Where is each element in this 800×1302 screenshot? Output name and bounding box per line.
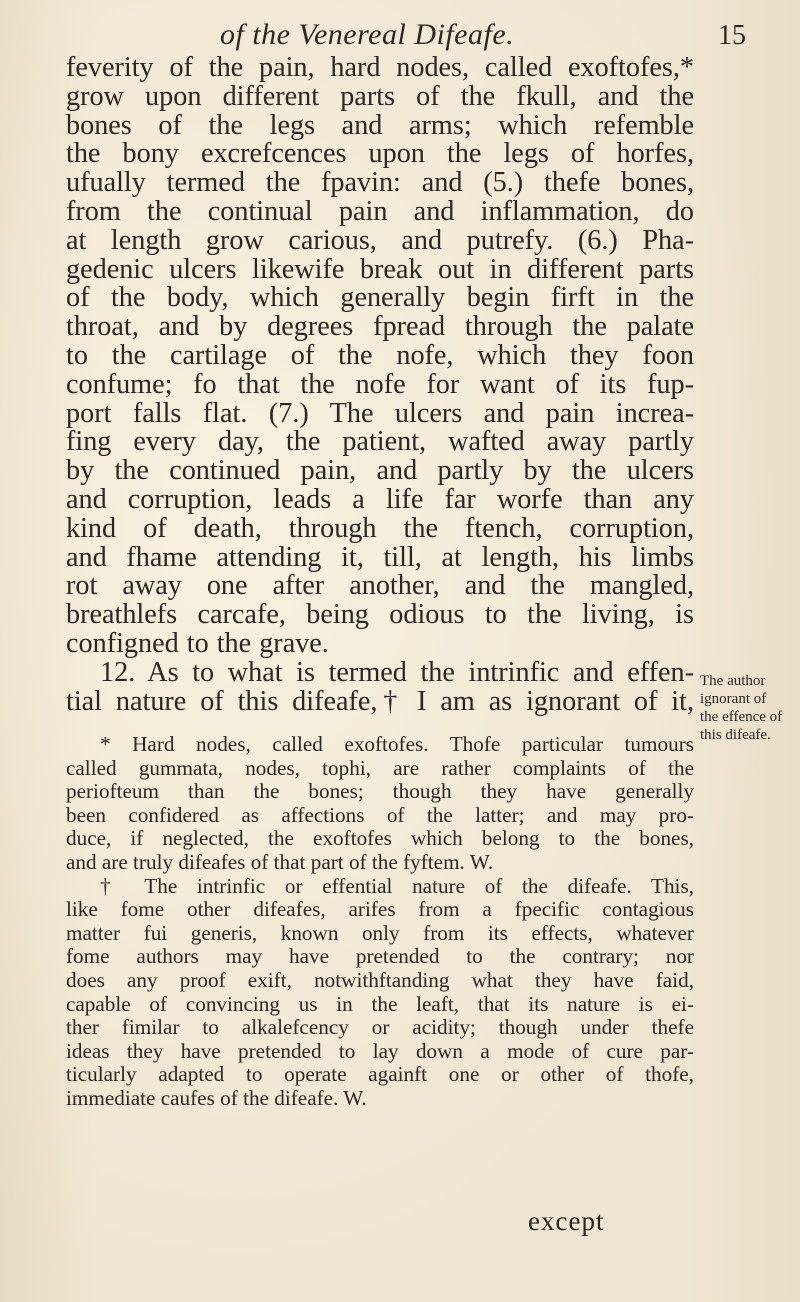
footnote-line: matter fui generis, known only from its effects, whatever [66,920,694,945]
body-line: tial nature of this difeafe,† I am as ignorant of it, [66,685,694,717]
body-line: ufually termed the fpavin: and (5.) thefe bones, [66,167,694,199]
body-line: 12. As to what is termed the intrinfic and effen- [100,656,694,688]
body-line: feverity of the pain, hard nodes, called exoftofes,* [66,52,694,83]
footnote-line: fome authors may have pretended to the contrary; nor [66,944,694,969]
page-number: 15 [718,20,746,51]
body-line: rot away one after another, and the mangled, [66,570,694,602]
footnote-line: ticularly adapted to operate againft one or other of thofe, [66,1062,694,1087]
body-line: and fhame attending it, till, at length, his limbs [66,541,694,573]
body-line: from the continual pain and inflammation, do [66,195,694,227]
footnote-line: ther fimilar to alkalefcency or acidity; though under thefe [66,1015,694,1040]
margin-note-line: this difeafe. [700,727,771,743]
footnote-line: called gummata, nodes, tophi, are rather complaints of the [66,755,694,780]
body-line: bones of the legs and arms; which refemble [66,109,694,141]
footnote-line: * Hard nodes, called exoftofes. Thofe particular tumours [100,732,694,756]
main-text [66,54,694,716]
footnote-line: immediate caufes of the difeafe. W. [66,1085,367,1110]
body-line: and corruption, leads a life far worfe than any [66,483,694,515]
body-line: port falls flat. (7.) The ulcers and pain increa- [66,397,694,429]
body-line: of the body, which generally begin firft in the [66,282,694,314]
body-line: at length grow carious, and putrefy. (6.) Pha- [66,224,694,256]
margin-note-line: The author [700,673,766,689]
body-line: confume; fo that the nofe for want of its fup- [66,368,694,400]
body-line: fing every day, the patient, wafted away partly [66,426,694,458]
body-line: gedenic ulcers likewife break out in different parts [66,253,694,285]
margin-note-line: ignorant of [700,691,767,707]
body-line: throat, and by degrees fpread through the palate [66,311,694,343]
footnote-line: like fome other difeafes, arifes from a fpecific contagious [66,897,694,922]
body-line: to the cartilage of the nofe, which they foon [66,339,694,371]
catchword: except [528,1206,605,1236]
footnote-line: and are truly difeafes of that part of the fyftem. W. [66,849,494,874]
footnote-line: duce, if neglected, the exoftofes which belong to the bones, [66,826,694,851]
body-line: the bony excrefcences upon the legs of horfes, [66,138,694,170]
margin-note [700,672,796,744]
body-line: breathlefs carcafe, being odious to the living, is [66,599,694,631]
footnote-line: capable of convincing us in the leaft, that its nature is ei- [66,991,694,1016]
margin-note-line: the effence of [700,709,783,725]
footnote-line: periofteum than the bones; though they have generally [66,779,694,804]
footnote-line: does any proof exift, notwithftanding what they have faid, [66,967,694,992]
footnote-line: ideas they have pretended to lay down a mode of cure par- [66,1038,694,1063]
footnotes [66,733,694,1111]
running-title: of the Venereal Difeafe. [220,18,515,51]
body-line: grow upon different parts of the fkull, and the [66,80,694,112]
body-line: kind of death, through the ftench, corruption, [66,512,694,544]
body-line: configned to the grave. [66,627,329,659]
body-line: by the continued pain, and partly by the ulcers [66,455,694,487]
footnote-line: † The intrinfic or effential nature of the difeafe. This, [100,873,694,898]
footnote-line: been confidered as affections of the latter; and may pro- [66,802,694,827]
